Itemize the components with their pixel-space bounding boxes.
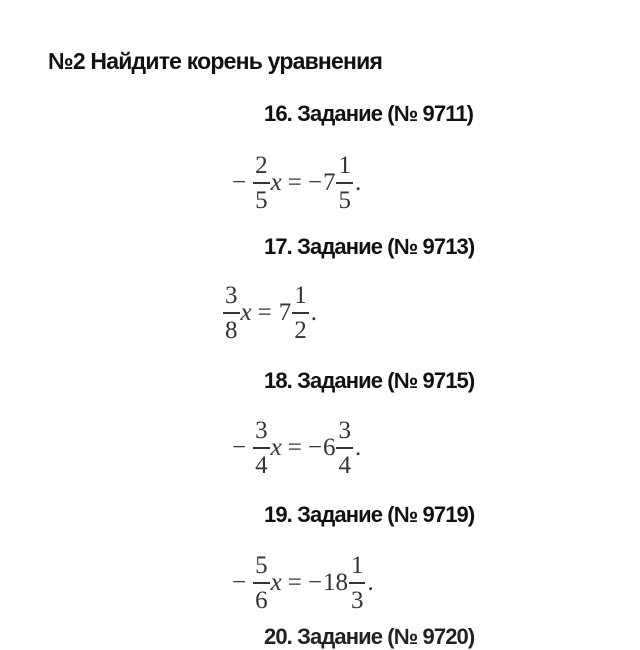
rhs-whole-part: 7 (322, 169, 336, 196)
lhs-fraction (253, 418, 270, 477)
equation-18 (226, 413, 361, 483)
equation-16 (226, 148, 361, 218)
task-title-18: 18. Задание (№ 9715) (264, 368, 475, 393)
rhs-numerator: 1 (338, 152, 351, 180)
minus-sign: − (307, 169, 322, 196)
fraction-bar (292, 312, 309, 313)
minus-sign: − (232, 569, 247, 596)
fraction-bar (223, 312, 240, 313)
minus-sign: − (307, 434, 322, 461)
rhs-numerator: 1 (294, 282, 307, 310)
minus-sign: − (307, 569, 322, 596)
lhs-numerator: 3 (255, 417, 268, 445)
rhs-denominator: 4 (338, 451, 351, 479)
rhs-denominator: 5 (338, 186, 351, 214)
period: . (354, 169, 362, 196)
task-title-16: 16. Задание (№ 9711) (264, 101, 474, 126)
equals-sign: = (257, 299, 272, 326)
variable-x: x (270, 569, 282, 596)
variable-x: x (270, 434, 282, 461)
fraction-bar (336, 182, 353, 183)
lhs-numerator: 3 (225, 282, 238, 310)
fraction-bar (253, 182, 270, 183)
rhs-fraction (349, 553, 366, 612)
rhs-fraction (336, 418, 353, 477)
period: . (310, 299, 317, 326)
variable-x: x (270, 169, 282, 196)
lhs-numerator: 2 (255, 152, 268, 180)
lhs-fraction (253, 153, 270, 212)
equals-sign: = (287, 569, 302, 596)
rhs-numerator: 1 (350, 552, 364, 580)
lhs-fraction (223, 283, 240, 342)
rhs-whole-part: 18 (322, 569, 348, 596)
equation-17 (222, 278, 317, 348)
minus-sign: − (232, 169, 247, 196)
lhs-denominator: 8 (225, 316, 238, 344)
equation-19 (226, 548, 374, 618)
equals-sign: = (287, 169, 302, 196)
period: . (354, 434, 362, 461)
fraction-bar (253, 447, 270, 448)
variable-x: x (240, 299, 252, 326)
fraction-bar (349, 582, 366, 583)
lhs-fraction (253, 553, 270, 612)
lhs-numerator: 5 (255, 552, 268, 580)
rhs-fraction (292, 283, 309, 342)
rhs-denominator: 2 (294, 316, 307, 344)
task-title-17: 17. Задание (№ 9713) (264, 234, 475, 259)
task-title-20-cut-off: 20. Задание (№ 9720) (264, 624, 475, 649)
lhs-denominator: 5 (255, 186, 268, 214)
period: . (367, 569, 374, 596)
lhs-denominator: 4 (255, 451, 268, 479)
minus-sign: − (232, 434, 247, 461)
lhs-denominator: 6 (255, 586, 268, 614)
fraction-bar (253, 582, 270, 583)
rhs-whole-part: 7 (278, 299, 292, 326)
rhs-fraction (336, 153, 353, 212)
page-heading: №2 Найдите корень уравнения (48, 48, 383, 74)
rhs-whole-part: 6 (322, 434, 336, 461)
task-title-19: 19. Задание (№ 9719) (264, 502, 475, 527)
rhs-denominator: 3 (350, 586, 364, 614)
rhs-numerator: 3 (338, 417, 351, 445)
fraction-bar (336, 447, 353, 448)
equals-sign: = (287, 434, 302, 461)
